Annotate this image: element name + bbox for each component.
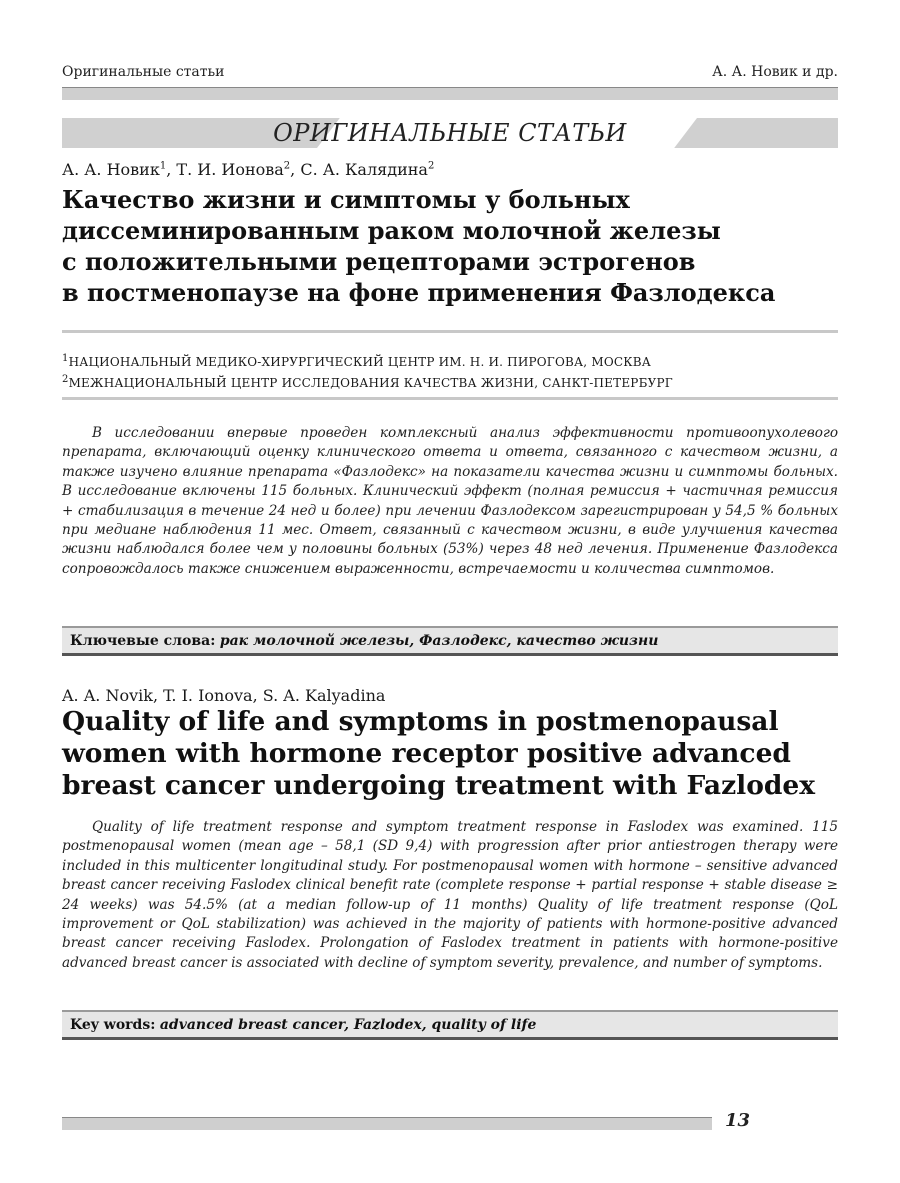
title-line: с положительными рецепторами эстрогенов [62,247,696,276]
article-title-ru [62,184,842,308]
page-number: 13 [724,1110,750,1131]
title-line: Качество жизни и симптомы у больных [62,185,630,214]
author-name: А. А. Новик [62,160,160,179]
keywords-value: рак молочной железы, Фазлодекс, качество жизни [219,633,659,649]
affiliations [62,350,673,392]
title-rule [62,330,838,333]
keywords-box-en [62,1010,838,1040]
authors-ru: А. А. Новик$^1$, Т. И. Ионова$^2$, С. А. Калядина$^2$ [62,160,435,179]
affiliation-line: $^2$МЕЖНАЦИОНАЛЬНЫЙ ЦЕНТР ИССЛЕДОВАНИЯ КАЧЕСТВА ЖИЗНИ, САНКТ-ПЕТЕРБУРГ [62,374,673,390]
author-sup: 1 [159,160,167,172]
title-line: breast cancer undergoing treatment with Fazlodex [62,770,816,801]
author-sup: 2 [283,160,291,172]
author-name: С. А. Калядина [300,160,428,179]
article-title-en [62,706,842,802]
header-rule [62,87,838,100]
keywords-label: Ключевые слова: [70,633,216,649]
authors-en: A. A. Novik, T. I. Ionova, S. A. Kalyadina [62,686,386,705]
running-header-left: Оригинальные статьи [62,64,225,80]
keywords-box-ru [62,626,838,656]
section-title: ОРИГИНАЛЬНЫЕ СТАТЬИ [273,119,627,147]
author-name: Т. И. Ионова [176,160,284,179]
title-line: women with hormone receptor positive advanced [62,738,791,769]
affiliation-rule [62,397,838,400]
abstract-ru: В исследовании впервые проведен комплексный анализ эффективности противоопухолевого препарата, включающий оценку клинического ответа и ответа, связанного с качеством жизни, а также изучено влияние препарата «Фазлодекс» на показатели качества жизни и симптомы больных. В исследование включены 115 больных. Клинический эффект (полная ремиссия + частичная ремиссия + стабилизация в течение 24 нед и более) при лечении Фазлодексом зарегистрирован у 54,5 % больных при медиане наблюдения 11 мес. Ответ, связанный с качеством жизни, в виде улучшения качества жизни наблюдался более чем у половины больных (53%) через 48 нед лечения. Применение Фазлодекса сопровождалось также снижением выраженности, встречаемости и количества симптомов. [62,425,838,577]
keywords-value: advanced breast cancer, Fazlodex, quality of life [159,1017,537,1033]
title-line: Quality of life and symptoms in postmenopausal [62,706,779,737]
affiliation-line: $^1$НАЦИОНАЛЬНЫЙ МЕДИКО-ХИРУРГИЧЕСКИЙ ЦЕНТР ИМ. Н. И. ПИРОГОВА, МОСКВА [62,353,652,369]
footer-rule [62,1117,712,1130]
title-line: диссеминированным раком молочной железы [62,216,721,245]
title-line: в постменопаузе на фоне применения Фазлодекса [62,278,776,307]
keywords-label: Key words: [70,1017,156,1033]
section-band [62,118,838,148]
author-sup: 2 [427,160,435,172]
abstract-en: Quality of life treatment response and symptom treatment response in Faslodex was examined. 115 postmenopausal women (mean age – 58,1 (SD 9,4) with progression after prior antiestrogen therapy were included in this multicenter longitudinal study. For postmenopausal women with hormone – sensitive advanced breast cancer receiving Faslodex clinical benefit rate (complete response + partial response + stable disease ≥ 24 weeks) was 54.5% (at a median follow-up of 11 months) Quality of life treatment response (QoL improvement or QoL stabilization) was achieved in the majority of patients with hormone-positive advanced breast cancer receiving Faslodex. Prolongation of Faslodex treatment in patients with hormone-positive advanced breast cancer is associated with decline of symptom severity, prevalence, and number of symptoms. [62,819,838,971]
running-header-right: А. А. Новик и др. [712,64,838,80]
